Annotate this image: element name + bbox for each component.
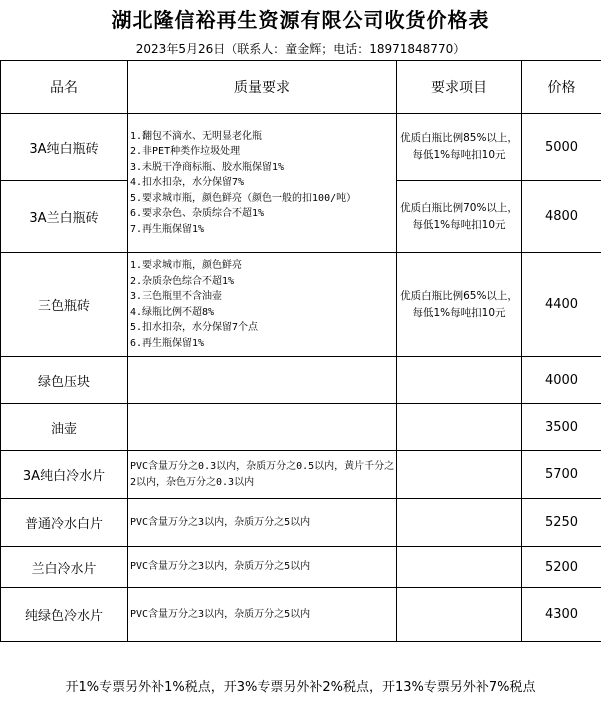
price-cell: 4300 [522, 588, 601, 642]
quality-tricolor-cell [128, 253, 397, 357]
price-cell: 4400 [522, 253, 601, 357]
table-header-row [1, 61, 601, 114]
price-cell: 5000 [522, 114, 601, 181]
table-row [1, 357, 601, 404]
page-title: 湖北隆信裕再生资源有限公司收货价格表 [111, 8, 490, 32]
product-name: 三色瓶砖 [1, 253, 128, 357]
product-name: 普通冷水白片 [1, 499, 128, 547]
price-cell: 5700 [522, 451, 601, 499]
empty-cell [397, 499, 522, 547]
empty-cell [128, 357, 397, 404]
table-row [1, 114, 601, 181]
product-name: 纯绿色冷水片 [1, 588, 128, 642]
price-cell: 5200 [522, 547, 601, 588]
header-price: 价格 [522, 61, 601, 114]
empty-cell [397, 547, 522, 588]
contact-line: 2023年5月26日（联系人：童金辉；电话：18971848770） [135, 42, 466, 56]
header-quality: 质量要求 [128, 61, 397, 114]
requirement-cell: 优质白瓶比例65%以上，每低1%每吨扣10元 [397, 253, 522, 357]
requirement-cell: 优质白瓶比例85%以上，每低1%每吨扣10元 [397, 114, 522, 181]
quality-line: 4.扣水扣杂，水分保留7% [130, 177, 245, 189]
quality-cell: PVC含量万分之3以内，杂质万分之5以内 [128, 547, 397, 588]
quality-cell: PVC含量万分之3以内，杂质万分之5以内 [128, 588, 397, 642]
requirement-cell: 优质白瓶比例70%以上，每低1%每吨扣10元 [397, 181, 522, 253]
quality-line: 1.要求城市瓶，颜色鲜亮 [130, 260, 243, 271]
product-name: 兰白冷水片 [1, 547, 128, 588]
price-cell: 3500 [522, 404, 601, 451]
quality-line: 5.扣水扣杂，水分保留7个点 [130, 322, 259, 333]
quality-line: 2.非PET种类作垃圾处理 [130, 146, 241, 158]
quality-line: 7.再生瓶保留1% [130, 223, 205, 235]
table-row [1, 451, 601, 499]
quality-line: 6.再生瓶保留1% [130, 337, 205, 349]
product-name: 绿色压块 [1, 357, 128, 404]
tax-note: 开1%专票另外补1%税点，开3%专票另外补2%税点，开13%专票另外补7%税点 [65, 680, 536, 695]
empty-cell [397, 357, 522, 404]
empty-cell [128, 404, 397, 451]
price-cell: 4800 [522, 181, 601, 253]
quality-bottle-cell [128, 114, 397, 253]
quality-line: 3.三色瓶里不含油壶 [130, 291, 223, 302]
product-name: 3A兰白瓶砖 [1, 181, 128, 253]
product-name: 油壶 [1, 404, 128, 451]
product-name: 3A纯白瓶砖 [1, 114, 128, 181]
empty-cell [397, 588, 522, 642]
header-requirement: 要求项目 [397, 61, 522, 114]
price-cell: 5250 [522, 499, 601, 547]
price-table [0, 60, 601, 642]
header-name: 品名 [1, 61, 128, 114]
quality-cell: PVC含量万分之0.3以内，杂质万分之0.5以内，黄片千分之2以内，杂色万分之0.3以内 [128, 451, 397, 499]
quality-line: 5.要求城市瓶，颜色鲜亮（颜色一般的扣100/吨） [130, 192, 357, 204]
empty-cell [397, 451, 522, 499]
table-row [1, 547, 601, 588]
product-name: 3A纯白冷水片 [1, 451, 128, 499]
quality-line: 4.绿瓶比例不超8% [130, 306, 215, 318]
quality-line: 3.未脱干净商标瓶、胶水瓶保留1% [130, 161, 285, 173]
quality-line: 2.杂质杂色综合不超1% [130, 275, 235, 287]
quality-line: 1.翻包不滴水、无明显老化瓶 [130, 130, 263, 142]
quality-cell: PVC含量万分之3以内，杂质万分之5以内 [128, 499, 397, 547]
quality-line: 6.要求杂色、杂质综合不超1% [130, 208, 265, 220]
table-row [1, 253, 601, 357]
empty-cell [397, 404, 522, 451]
table-row [1, 499, 601, 547]
table-row [1, 588, 601, 642]
table-row [1, 404, 601, 451]
price-cell: 4000 [522, 357, 601, 404]
